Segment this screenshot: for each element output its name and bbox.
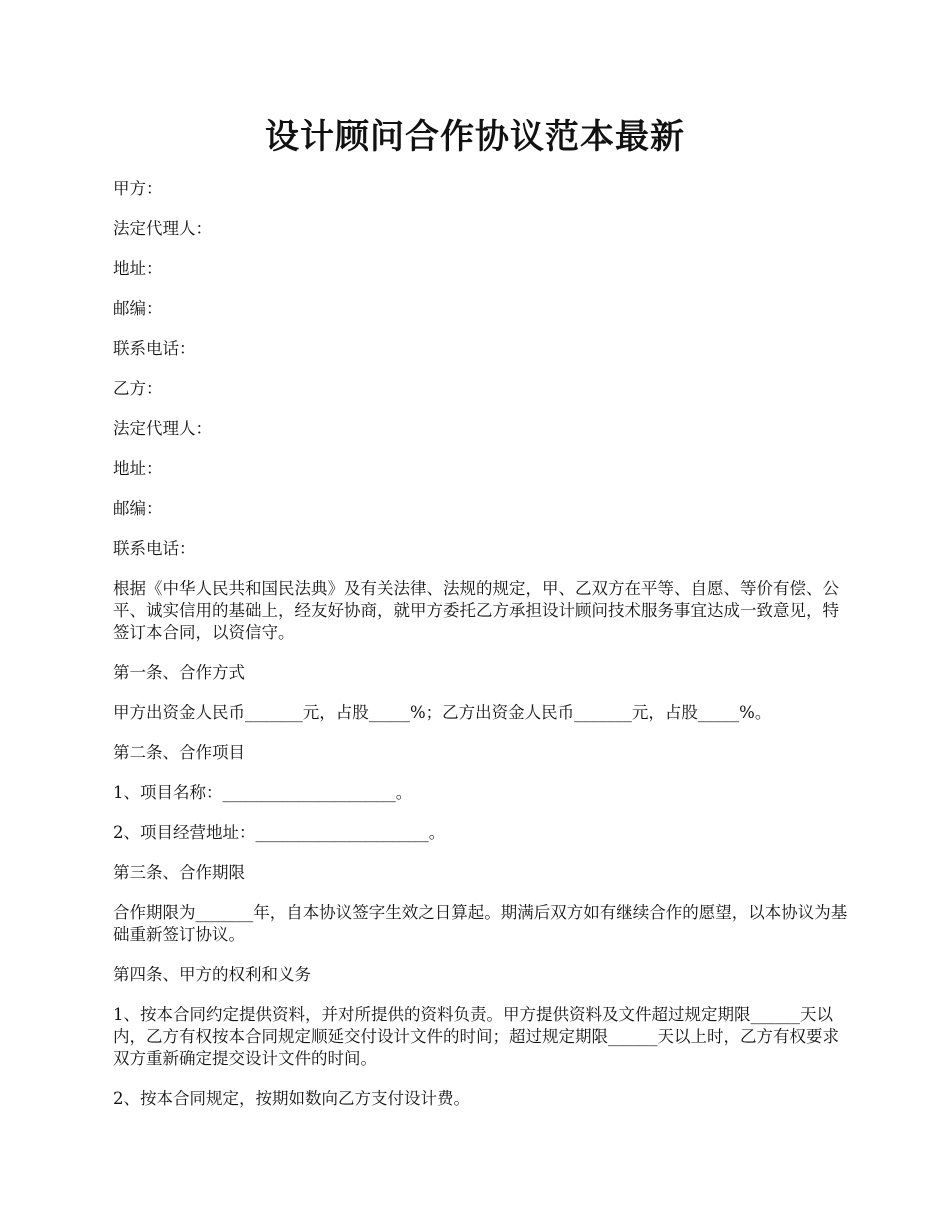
party-b-address: 地址：	[113, 459, 163, 478]
party-b-phone: 联系电话：	[113, 539, 196, 558]
article-4-item-2: 2、按本合同规定，按期如数向乙方支付设计费。	[113, 1089, 470, 1108]
project-name-line: 1、项目名称：_____________________。	[113, 783, 413, 802]
party-a-label: 甲方：	[113, 179, 163, 198]
party-a-legal-rep: 法定代理人：	[113, 219, 212, 238]
document-title: 设计顾问合作协议范本最新	[265, 117, 685, 157]
article-1-heading: 第一条、合作方式	[113, 663, 245, 682]
party-b-postcode: 邮编：	[113, 499, 163, 518]
party-a-postcode: 邮编：	[113, 299, 163, 318]
article-3-heading: 第三条、合作期限	[113, 863, 245, 882]
party-a-address: 地址：	[113, 259, 163, 278]
party-a-phone: 联系电话：	[113, 339, 196, 358]
document-body	[113, 178, 848, 1128]
preamble-paragraph: 根据《中华人民共和国民法典》及有关法律、法规的规定，甲、乙双方在平等、自愿、等价有偿、公平、诚实信用的基础上，经友好协商，就甲方委托乙方承担设计顾问技术服务事宜达成一致意见，特签订本合同，以资信守。	[113, 579, 839, 642]
party-b-legal-rep: 法定代理人：	[113, 419, 212, 438]
project-address-line: 2、项目经营地址：_____________________。	[113, 823, 446, 842]
article-2-heading: 第二条、合作项目	[113, 743, 245, 762]
article-4-item-1: 1、按本合同约定提供资料，并对所提供的资料负责。甲方提供资料及文件超过规定期限______天以内，乙方有权按本合同规定顺延交付设计文件的时间；超过规定期限______天以上时，乙方有权要求双方重新确定提交设计文件的时间。	[113, 1005, 839, 1068]
article-4-heading: 第四条、甲方的权利和义务	[113, 965, 311, 984]
party-b-label: 乙方：	[113, 379, 163, 398]
article-3-content: 合作期限为_______年，自本协议签字生效之日算起。期满后双方如有继续合作的愿望，以本协议为基础重新签订协议。	[113, 903, 848, 944]
article-1-content: 甲方出资金人民币_______元，占股_____%；乙方出资金人民币_______元，占股_____%。	[113, 703, 772, 722]
